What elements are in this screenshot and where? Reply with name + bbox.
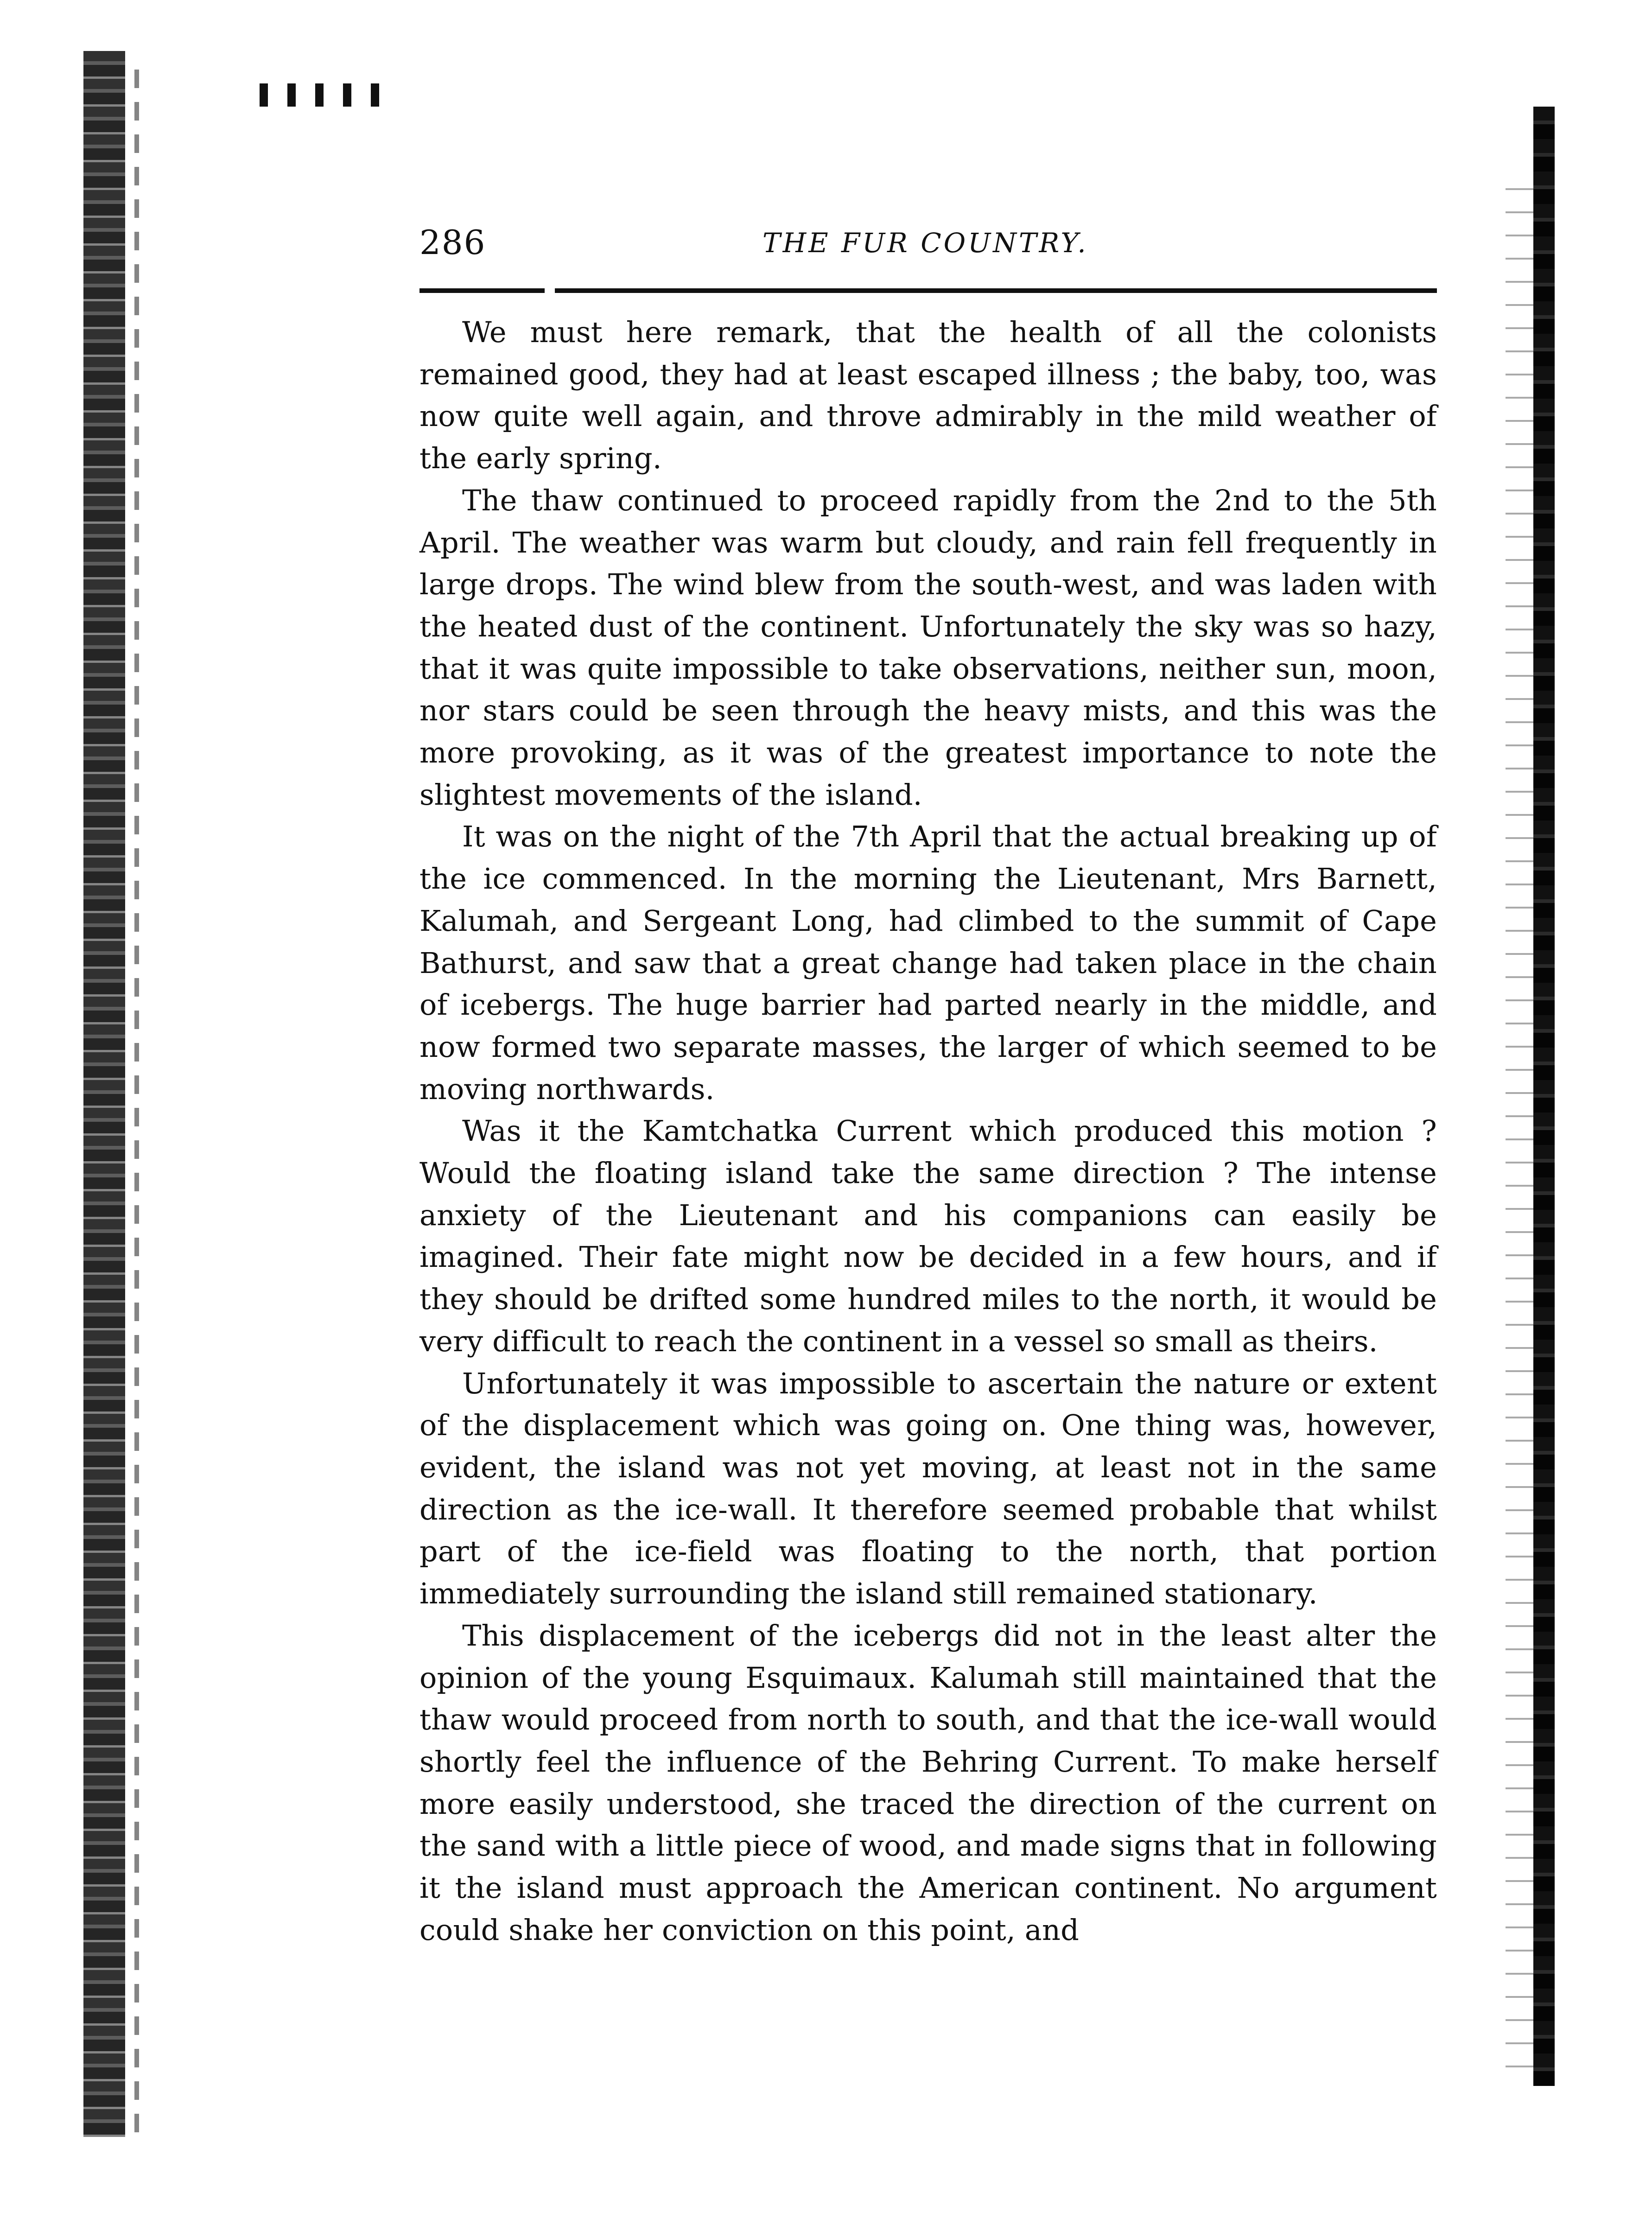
page-header (419, 218, 1437, 269)
scan-edge-noise-right (1506, 176, 1533, 2077)
paragraph: Was it the Kamtchatka Current which produced this motion ? Would the floating island take the same direction ? The intense anxiety of the Lieutenant and his companions can easily be imagined. Their fate might now be decided in a few hours, and if they should be drifted some hundred miles to the north, it would be very difficult to reach the continent in a vessel so small as theirs. (419, 1114, 1437, 1358)
header-rule (419, 288, 1437, 293)
paragraph: This displacement of the icebergs did not in the least alter the opinion of the young Esquimaux. Kalumah still maintained that the thaw would proceed from north to south, and that the ice-wall would shortly feel the influence of the Behring Current. To make herself more easily understood, she traced the direction of the current on the sand with a little piece of wood, and made signs that in following it the island must approach the American continent. No argument could shake her conviction on this point, and (419, 1618, 1437, 1947)
scan-page-edge-right (1533, 107, 1555, 2086)
paragraph: The thaw continued to proceed rapidly from the 2nd to the 5th April. The weather was warm but cloudy, and rain fell frequently in large drops. The wind blew from the south-west, and was laden with the heated dust of the continent. Unfortunately the sky was so hazy, that it was quite impossible to take observations, neither sun, moon, nor stars could be seen through the heavy mists, and this was the more provoking, as it was of the greatest importance to note the slightest movements of the island. (419, 483, 1437, 812)
paragraph: We must here remark, that the health of all the colonists remained good, they had at least escaped illness ; the baby, too, was now quite well again, and throve admirably in the mild weather of the early spring. (419, 315, 1437, 476)
paragraph: Unfortunately it was impossible to ascertain the nature or extent of the displacement which was going on. One thing was, however, evident, the island was not yet moving, at least not in the same direction as the ice-wall. It therefore seemed probable that whilst part of the ice-field was floating to the north, that portion immediately surrounding the island still remained stationary. (419, 1366, 1437, 1611)
scan-binding-shadow-left (83, 51, 125, 2137)
paragraph: It was on the night of the 7th April that the actual breaking up of the ice commenced. In the morning the Lieutenant, Mrs Barnett, Kalumah, and Sergeant Long, had climbed to the summit of Cape Bathurst, and saw that a great change had taken place in the chain of icebergs. The huge barrier had parted nearly in the middle, and now formed two separate masses, the larger of which seemed to be moving northwards. (419, 820, 1437, 1106)
scan-edge-marks-top (260, 83, 389, 107)
body-text (419, 312, 1437, 2119)
running-title: THE FUR COUNTRY. (762, 227, 1088, 259)
page-number: 286 (419, 223, 486, 262)
header-rule-break (545, 287, 555, 294)
scan-edge-noise-left (134, 70, 139, 2132)
